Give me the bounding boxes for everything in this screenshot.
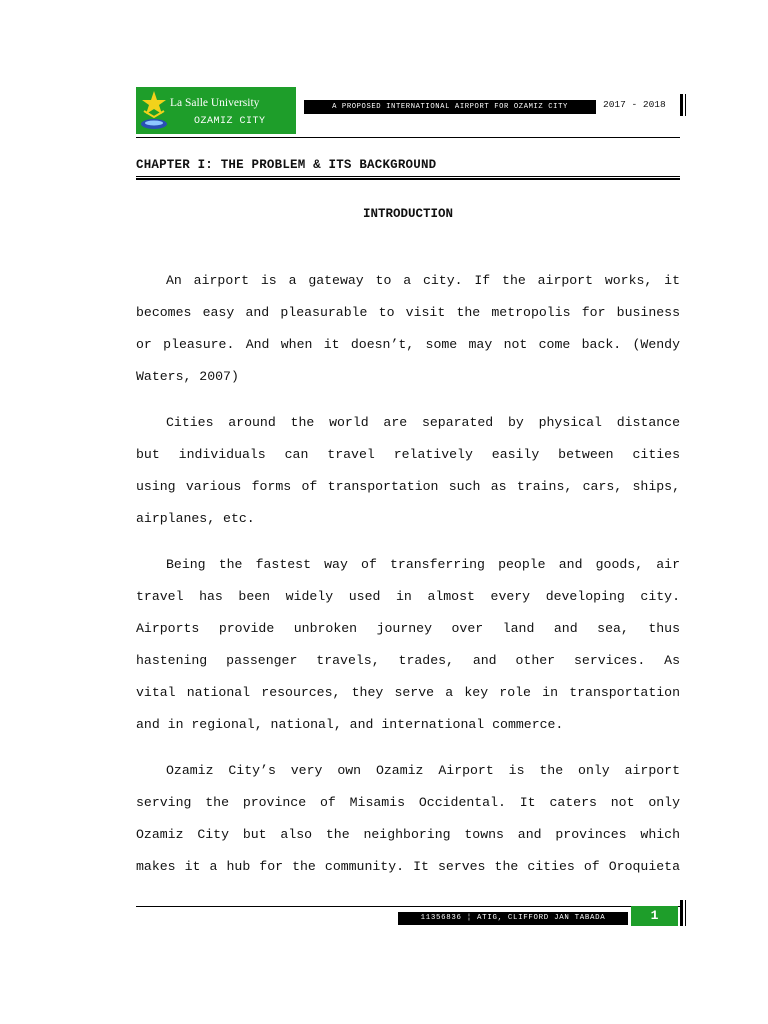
header-document-title: A PROPOSED INTERNATIONAL AIRPORT FOR OZAMIZ CITY xyxy=(304,100,596,114)
chapter-heading: CHAPTER I: THE PROBLEM & ITS BACKGROUND xyxy=(136,158,437,172)
body-line: An airport is a gateway to a city. If the airport works, it xyxy=(166,273,680,288)
body-line: Airports provide unbroken journey over land and sea, thus xyxy=(136,621,680,636)
body-line: airplanes, etc. xyxy=(136,511,255,526)
body-line: vital national resources, they serve a key role in transportation xyxy=(136,685,680,700)
body-line: Being the fastest way of transferring people and goods, air xyxy=(166,557,680,572)
page-number: 1 xyxy=(631,906,678,926)
footer-bar-thick xyxy=(680,900,683,926)
body-line: Ozamiz City’s very own Ozamiz Airport is the only airport xyxy=(166,763,680,778)
chapter-rule-thick xyxy=(136,178,680,180)
body-line: and in regional, national, and international commerce. xyxy=(136,717,564,732)
university-logo-box xyxy=(136,87,296,134)
body-line: becomes easy and pleasurable to visit the metropolis for business xyxy=(136,305,680,320)
header-bar-thick xyxy=(680,94,683,116)
footer-author-id: 11356836 ¦ ATIG, CLIFFORD JAN TABADA xyxy=(398,912,628,925)
body-line: using various forms of transportation such as trains, cars, ships, xyxy=(136,479,680,494)
header-bar-thin xyxy=(685,94,686,116)
header-academic-year: 2017 - 2018 xyxy=(603,99,666,110)
chapter-rule-thin xyxy=(136,176,680,177)
footer-divider xyxy=(136,906,680,907)
footer-bar-thin xyxy=(685,900,686,926)
logo-university-name: La Salle University xyxy=(170,97,260,109)
body-line: but individuals can travel relatively easily between cities xyxy=(136,447,680,462)
body-line: hastening passenger travels, trades, and other services. As xyxy=(136,653,680,668)
logo-city-name: OZAMIZ CITY xyxy=(194,116,266,127)
body-line: Ozamiz City but also the neighboring towns and provinces which xyxy=(136,827,680,842)
body-line: Waters, 2007) xyxy=(136,369,239,384)
header-divider xyxy=(136,137,680,138)
body-line: travel has been widely used in almost every developing city. xyxy=(136,589,680,604)
body-line: serving the province of Misamis Occidental. It caters not only xyxy=(136,795,680,810)
section-heading: INTRODUCTION xyxy=(362,207,453,221)
body-line: or pleasure. And when it doesn’t, some may not come back. (Wendy xyxy=(136,337,680,352)
body-line: makes it a hub for the community. It serves the cities of Oroquieta xyxy=(136,859,680,874)
body-line: Cities around the world are separated by physical distance xyxy=(166,415,680,430)
la-salle-star-emblem-icon xyxy=(138,89,170,131)
